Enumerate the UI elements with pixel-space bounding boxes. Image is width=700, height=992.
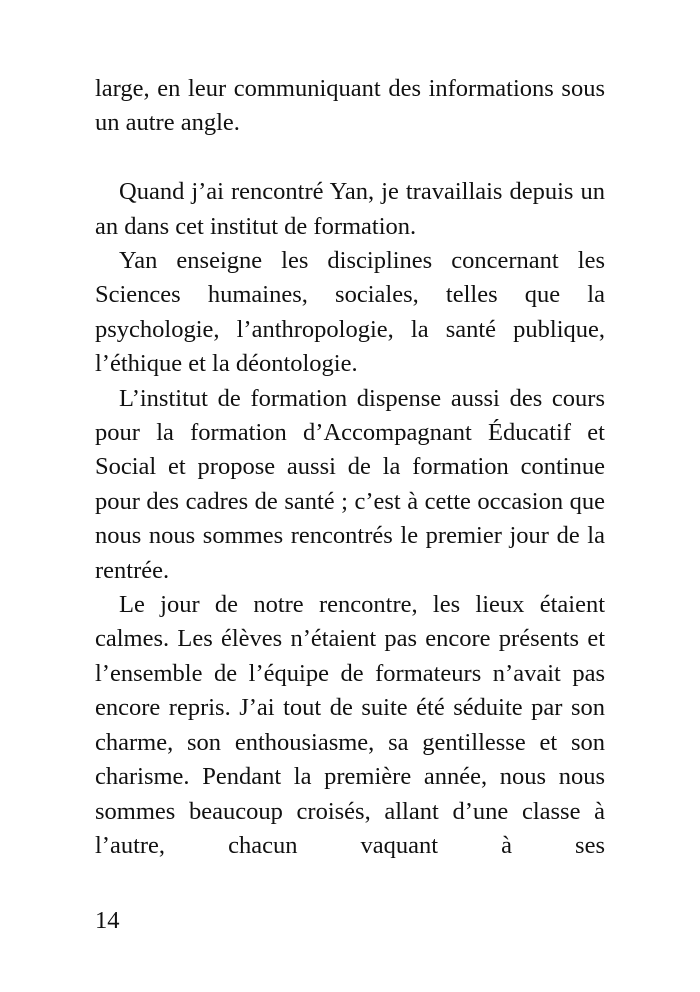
paragraph-first-day: Le jour de notre rencontre, les lieux étaient calmes. Les élèves n’étaient pas encore présents et l’ensemble de l’équipe de formateurs n’avait pas encore repris. J’ai tout de suite été séduite par son charme, son enthousiasme, sa gentillesse et son charisme. Pendant la première année, nous nous sommes beaucoup croisés, allant d’une classe à l’autre, chacun vaquant à ses [95,591,605,859]
page-number: 14 [95,907,120,934]
body-text [95,72,605,863]
paragraph-continuation: large, en leur communiquant des informations sous un autre angle. [95,75,605,137]
paragraph-meeting: Quand j’ai rencontré Yan, je travaillais depuis un an dans cet institut de formation. [95,178,605,240]
paragraph-disciplines: Yan enseigne les disciplines concernant les Sciences humaines, sociales, telles que la psychologie, l’anthropologie, la santé publique, l’éthique et la déontologie. [95,247,605,378]
paragraph-institute: L’institut de formation dispense aussi des cours pour la formation d’Accompagnant Éducatif et Social et propose aussi de la formation continue pour des cadres de santé ; c’est à cette occasion que nous nous sommes rencontrés le premier jour de la rentrée. [95,384,605,584]
